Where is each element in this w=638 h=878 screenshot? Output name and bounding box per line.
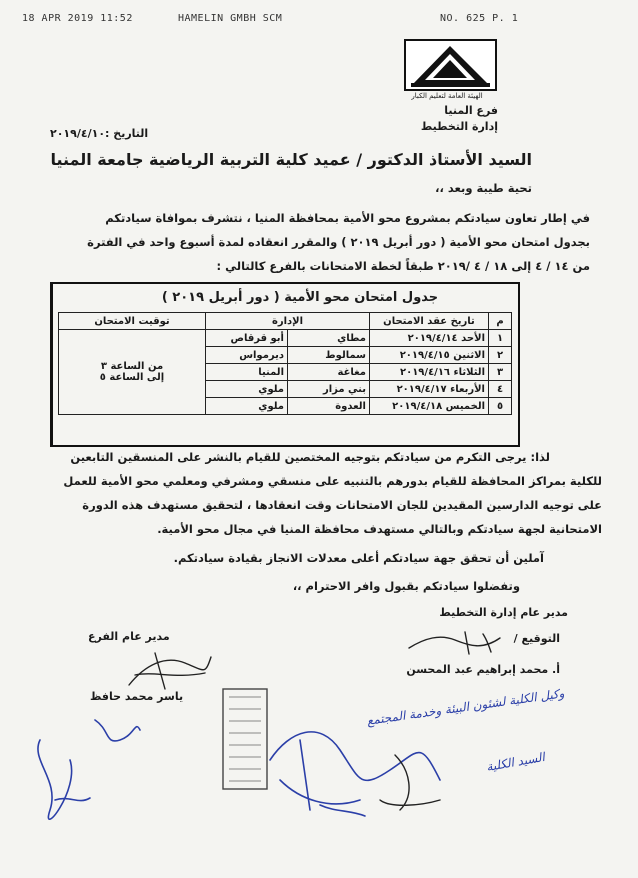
fax-header-datetime: 18 APR 2019 11:52 <box>22 13 133 24</box>
row-admin-b: ديرمواس <box>206 347 288 364</box>
row-admin-a: العدوة <box>288 398 370 415</box>
intro-line-1: في إطار تعاون سيادتكم بمشروع محو الأمية بمحافظة المنيا ، نتشرف بموافاة سيادتكم <box>105 211 590 225</box>
handwritten-signatures <box>0 700 638 860</box>
row-num: ٤ <box>489 381 512 398</box>
branch-name: فرع المنيا <box>444 104 498 117</box>
exam-time-end: إلى الساعة ٥ <box>99 372 165 383</box>
intro-line-3: من ١٤ / ٤ إلى ١٨ / ٤ /٢٠١٩ طبقاً لخطة الامتحانات بالفرع كالتالي : <box>216 259 590 273</box>
letter-date: التاريخ :٢٠١٩/٤/١٠ <box>50 127 149 140</box>
planning-director-title: مدير عام إدارة التخطيط <box>439 606 568 619</box>
organization-logo <box>403 38 498 92</box>
handwritten-note-1: وكيل الكلية لشئون البيئة وخدمة المجتمع <box>365 686 566 728</box>
row-date: الخميس ٢٠١٩/٤/١٨ <box>370 398 489 415</box>
row-admin-a: سمالوط <box>288 347 370 364</box>
addressee: السيد الأستاذ الدكتور / عميد كلية التربية الرياضية جامعة المنيا <box>50 150 532 169</box>
header-num: م <box>489 313 512 330</box>
row-admin-b: أبو قرقاص <box>206 330 288 347</box>
table-header-row <box>59 313 512 330</box>
header-time: توقيت الامتحان <box>59 313 206 330</box>
header-admin: الإدارة <box>206 313 370 330</box>
intro-line-2: بجدول امتحان محو الأمية ( دور أبريل ٢٠١٩ ) والمقرر انعقاده لمدة أسبوع واحد في الفترة <box>87 235 590 249</box>
branch-director-name: ياسر محمد حافظ <box>90 690 184 703</box>
branch-signature <box>125 645 215 695</box>
branch-director-title: مدير عام الفرع <box>88 630 170 643</box>
row-admin-b: المنيا <box>206 364 288 381</box>
planning-signature <box>405 628 515 658</box>
row-num: ٣ <box>489 364 512 381</box>
header-date: تاريخ عقد الامتحان <box>370 313 489 330</box>
closing-line: وتفضلوا سيادتكم بقبول وافر الاحترام ،، <box>292 579 520 593</box>
signature-label: التوقيع / <box>513 632 560 645</box>
row-admin-b: ملوي <box>206 381 288 398</box>
row-admin-b: ملوي <box>206 398 288 415</box>
row-admin-a: بني مزار <box>288 381 370 398</box>
row-num: ٢ <box>489 347 512 364</box>
row-num: ٥ <box>489 398 512 415</box>
planning-director-name: أ. محمد إبراهيم عبد المحسن <box>406 663 560 676</box>
exam-table-title: جدول امتحان محو الأمية ( دور أبريل ٢٠١٩ ) <box>161 290 439 305</box>
greeting: تحية طيبة وبعد ،، <box>435 181 532 195</box>
row-date: الثلاثاء ٢٠١٩/٤/١٦ <box>370 364 489 381</box>
row-admin-a: مغاغة <box>288 364 370 381</box>
row-date: الأربعاء ٢٠١٩/٤/١٧ <box>370 381 489 398</box>
fax-header-page: NO. 625 P. 1 <box>440 13 519 24</box>
handwritten-note-2: السيد الكلية <box>485 749 546 775</box>
exam-schedule-table <box>58 312 512 415</box>
request-line-2: للكلية بمراكز المحافظة للقيام بدورهم بالتنبيه على منسقي ومشرفي ومعلمي محو الأمية للعمل <box>63 474 602 488</box>
hope-line: آملين أن تحقق جهة سيادتكم أعلى معدلات الانجاز بقيادة سيادتكم. <box>173 551 544 565</box>
exam-time-start: من الساعة ٣ <box>100 361 164 372</box>
table-row <box>59 330 512 347</box>
row-date: الاثنين ٢٠١٩/٤/١٥ <box>370 347 489 364</box>
request-line-1: لذا: يرجى التكرم من سيادتكم بتوجيه المختصين للقيام بالنشر على المنسقين التابعين <box>70 450 550 464</box>
row-date: الأحد ٢٠١٩/٤/١٤ <box>370 330 489 347</box>
request-line-3: على توجيه الدارسين المقيدين للجان الامتحانات وقت انعقادها ، لتحقيق مستهدف هذه الدورة <box>82 498 602 512</box>
exam-time-cell <box>59 330 206 415</box>
organization-name: الهيئة العامة لتعليم الكبار <box>411 92 483 100</box>
fax-header-sender: HAMELIN GMBH SCM <box>178 13 283 24</box>
row-num: ١ <box>489 330 512 347</box>
department-name: إدارة التخطيط <box>420 120 498 133</box>
request-line-4: الامتحانية لجهة سيادتكم وبالتالي مستهدف محافظة المنيا في مجال محو الأمية. <box>157 522 602 536</box>
row-admin-a: مطاي <box>288 330 370 347</box>
